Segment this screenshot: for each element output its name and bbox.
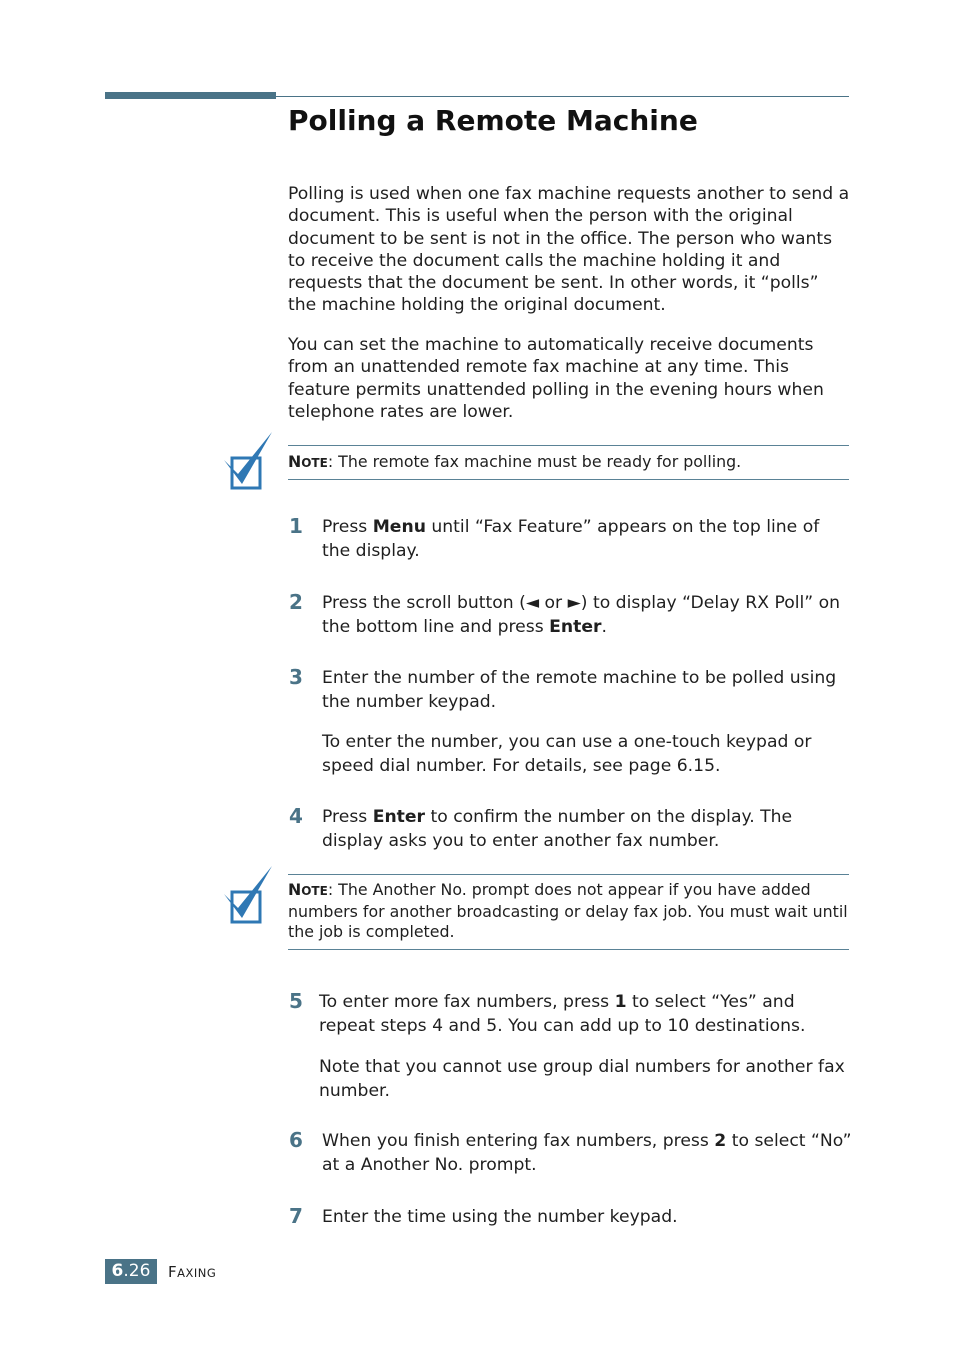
chapter-name: FAXING: [168, 1263, 217, 1281]
note-text: : The remote fax machine must be ready for polling.: [327, 452, 742, 471]
auto-receive-paragraph: You can set the machine to automatically receive documents from an unattended remote fax machine at any time. This feature permits unattended polling in the evening hours when telephone rates are lower.: [288, 335, 824, 422]
step-number: 4: [289, 804, 303, 828]
step-number: 2: [289, 590, 303, 614]
step-2-text: Press the scroll button (◄ or ►) to display “Delay RX Poll” on the bottom line and press Enter.: [322, 593, 841, 637]
checkmark-note-icon: [222, 864, 276, 928]
step-3-text: Enter the number of the remote machine to be polled using the number keypad.: [322, 668, 837, 712]
page-title: Polling a Remote Machine: [288, 104, 698, 137]
page-number-badge: 6.26: [105, 1259, 157, 1284]
note-box-polling-ready: [288, 445, 849, 480]
step-number: 7: [289, 1204, 303, 1228]
step-7-text: Enter the time using the number keypad.: [322, 1207, 678, 1227]
step-6-text: When you finish entering fax numbers, press 2 to select “No” at a Another No. prompt.: [322, 1131, 852, 1175]
step-number: 5: [289, 989, 303, 1013]
note-box-another-no: [288, 874, 849, 950]
step-1-text: Press Menu until “Fax Feature” appears on the top line of the display.: [322, 517, 820, 561]
note-label: NOTE: [288, 880, 328, 899]
note-text: : The Another No. prompt does not appear if you have added numbers for another broadcasting or delay fax job. You must wait until the job is completed.: [288, 880, 848, 941]
step-3-extra-text: To enter the number, you can use a one-touch keypad or speed dial number. For details, see page 6.15.: [322, 732, 812, 776]
note-label: NOTE: [288, 452, 328, 471]
step-5-text: To enter more fax numbers, press 1 to select “Yes” and repeat steps 4 and 5. You can add up to 10 destinations.: [319, 992, 806, 1036]
step-number: 3: [289, 665, 303, 689]
step-5-extra-text: Note that you cannot use group dial numbers for another fax number.: [319, 1057, 845, 1101]
step-number: 1: [289, 514, 303, 538]
step-number: 6: [289, 1128, 303, 1152]
step-4-text: Press Enter to confirm the number on the display. The display asks you to enter another fax number.: [322, 807, 793, 851]
header-rule-thick: [105, 92, 276, 99]
header-rule-thin: [276, 96, 849, 97]
checkmark-note-icon: [222, 430, 276, 494]
intro-paragraph: Polling is used when one fax machine requests another to send a document. This is useful when the person with the original document to be sent is not in the office. The person who wants to receive the document calls the machine holding it and requests that the document be sent. In other words, it “polls” the machine holding the original document.: [288, 184, 850, 316]
